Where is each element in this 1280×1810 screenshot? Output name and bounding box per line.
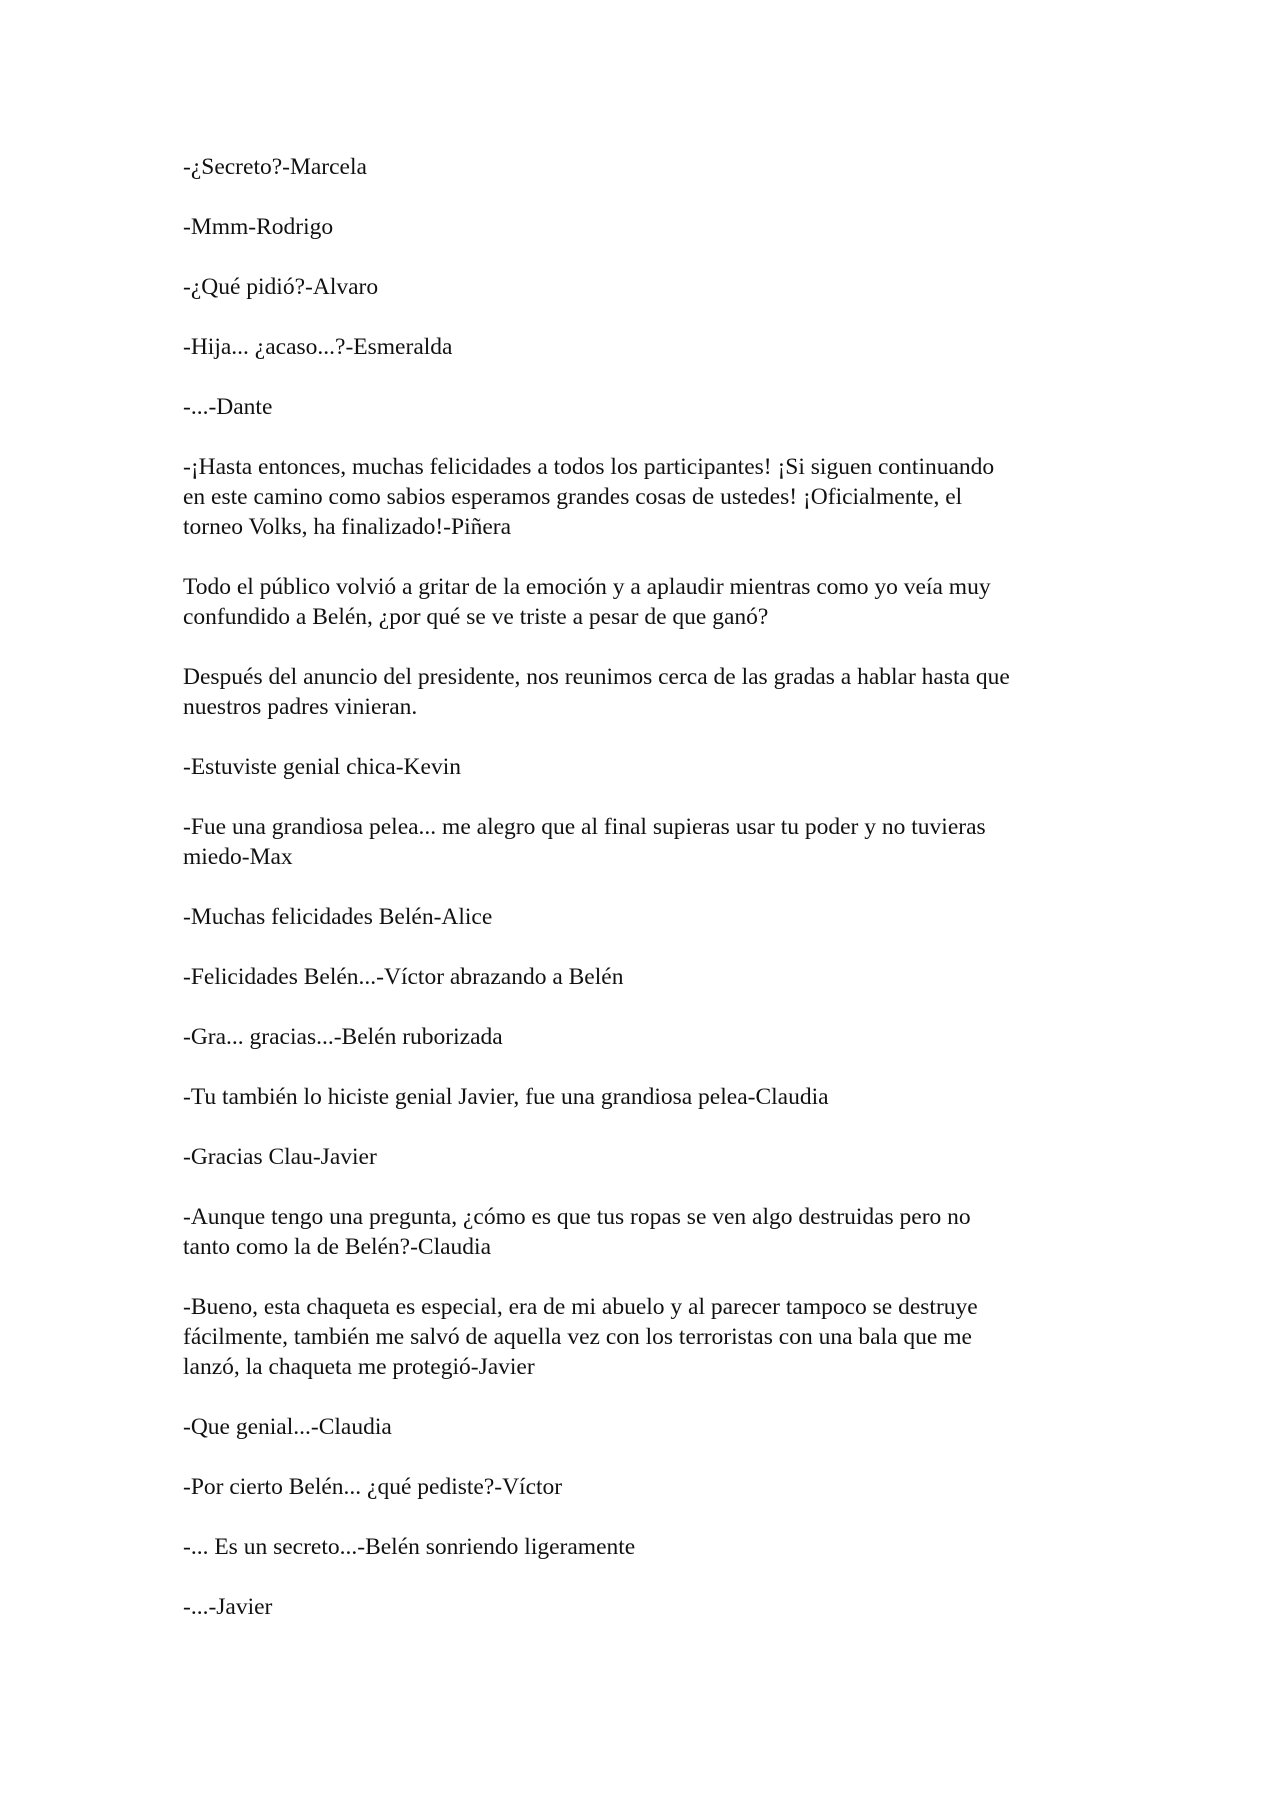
text-line: -¿Secreto?-Marcela — [183, 154, 367, 180]
text-line: -Gra... gracias...-Belén ruborizada — [183, 1024, 503, 1050]
paragraph — [183, 572, 1113, 632]
text-line: -...-Javier — [183, 1594, 273, 1620]
text-line: -Muchas felicidades Belén-Alice — [183, 904, 493, 930]
paragraph — [183, 152, 1113, 182]
paragraph — [183, 1592, 1113, 1622]
text-line: -Mmm-Rodrigo — [183, 214, 334, 240]
paragraph — [183, 902, 1113, 932]
text-line: fácilmente, también me salvó de aquella vez con los terroristas con una bala que me — [183, 1324, 972, 1350]
text-line: -...-Dante — [183, 394, 273, 420]
text-line: -Bueno, esta chaqueta es especial, era de mi abuelo y al parecer tampoco se destruye — [183, 1294, 978, 1320]
paragraph — [183, 452, 1113, 542]
text-line: Todo el público volvió a gritar de la emoción y a aplaudir mientras como yo veía muy — [183, 574, 991, 600]
paragraph — [183, 1022, 1113, 1052]
document-page — [183, 152, 1113, 1652]
text-line: tanto como la de Belén?-Claudia — [183, 1234, 492, 1260]
text-line: confundido a Belén, ¿por qué se ve triste a pesar de que ganó? — [183, 604, 769, 630]
text-line: -Gracias Clau-Javier — [183, 1144, 377, 1170]
text-line: -Hija... ¿acaso...?-Esmeralda — [183, 334, 453, 360]
paragraph — [183, 332, 1113, 362]
text-line: -Tu también lo hiciste genial Javier, fue una grandiosa pelea-Claudia — [183, 1084, 829, 1110]
paragraph — [183, 752, 1113, 782]
paragraph — [183, 1412, 1113, 1442]
text-line: -¿Qué pidió?-Alvaro — [183, 274, 379, 300]
paragraph — [183, 1472, 1113, 1502]
text-line: -¡Hasta entonces, muchas felicidades a todos los participantes! ¡Si siguen continuando — [183, 454, 995, 480]
paragraph — [183, 1202, 1113, 1262]
paragraph — [183, 212, 1113, 242]
text-line: lanzó, la chaqueta me protegió-Javier — [183, 1354, 535, 1380]
paragraph — [183, 272, 1113, 302]
paragraph — [183, 812, 1113, 872]
text-line: torneo Volks, ha finalizado!-Piñera — [183, 514, 512, 540]
text-line: miedo-Max — [183, 844, 293, 870]
text-line: -Felicidades Belén...-Víctor abrazando a Belén — [183, 964, 624, 990]
text-line: -Que genial...-Claudia — [183, 1414, 392, 1440]
text-line: -Aunque tengo una pregunta, ¿cómo es que tus ropas se ven algo destruidas pero no — [183, 1204, 971, 1230]
text-line: en este camino como sabios esperamos grandes cosas de ustedes! ¡Oficialmente, el — [183, 484, 963, 510]
paragraph — [183, 1082, 1113, 1112]
text-line: -Estuviste genial chica-Kevin — [183, 754, 461, 780]
text-line: -Fue una grandiosa pelea... me alegro que al final supieras usar tu poder y no tuvieras — [183, 814, 986, 840]
paragraph — [183, 962, 1113, 992]
paragraph — [183, 1292, 1113, 1382]
text-line: -... Es un secreto...-Belén sonriendo ligeramente — [183, 1534, 636, 1560]
text-line: nuestros padres vinieran. — [183, 694, 418, 720]
paragraph — [183, 1532, 1113, 1562]
text-line: Después del anuncio del presidente, nos reunimos cerca de las gradas a hablar hasta que — [183, 664, 1010, 690]
paragraph — [183, 392, 1113, 422]
paragraph — [183, 662, 1113, 722]
text-line: -Por cierto Belén... ¿qué pediste?-Víctor — [183, 1474, 563, 1500]
paragraph — [183, 1142, 1113, 1172]
